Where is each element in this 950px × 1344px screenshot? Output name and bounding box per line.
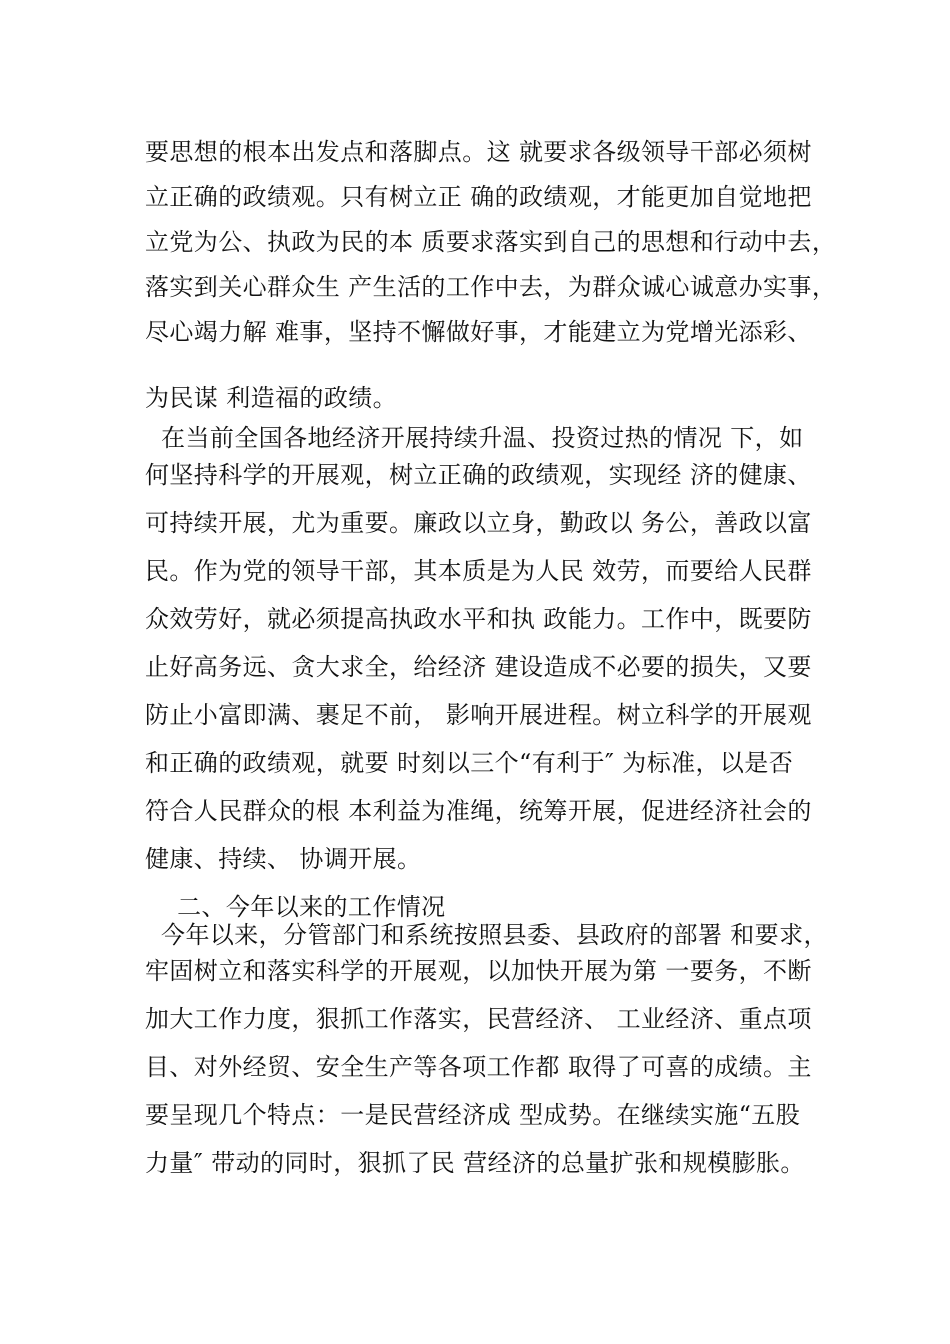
text-line: 健康、持续、 协调开展。	[145, 845, 422, 873]
text-line: 和正确的政绩观，就要 时刻以三个“有利于″ 为标准，以是否	[145, 749, 794, 777]
text-line: 为民谋 利造福的政绩。	[145, 384, 398, 412]
text-line: 防止小富即满、裹足不前， 影响开展进程。树立科学的开展观	[145, 701, 812, 729]
text-line: 符合人民群众的根 本利益为准绳，统筹开展，促进经济社会的	[145, 797, 812, 825]
text-line: 立党为公、执政为民的本 质要求落实到自己的思想和行动中去，	[145, 228, 837, 256]
text-line: 在当前全国各地经济开展持续升温、投资过热的情况 下，如	[145, 424, 804, 452]
section-heading: 二、今年以来的工作情况	[145, 893, 446, 921]
text-line: 今年以来，分管部门和系统按照县委、县政府的部署 和要求，	[145, 921, 828, 949]
text-line: 落实到关心群众生 产生活的工作中去，为群众诚心诚意办实事，	[145, 273, 837, 301]
text-line: 止好高务远、贪大求全，给经济 建设造成不必要的损失，又要	[145, 653, 812, 681]
text-line: 目、对外经贸、安全生产等各项工作都 取得了可喜的成绩。主	[145, 1053, 812, 1081]
text-line: 要思想的根本出发点和落脚点。这 就要求各级领导干部必须树	[145, 138, 812, 166]
text-line: 民。作为党的领导干部，其本质是为人民 效劳，而要给人民群	[145, 557, 812, 585]
text-line: 众效劳好，就必须提高执政水平和执 政能力。工作中，既要防	[145, 605, 812, 633]
text-line: 牢固树立和落实科学的开展观，以加快开展为第 一要务，不断	[145, 957, 812, 985]
text-line: 尽心竭力解 难事，坚持不懈做好事，才能建立为党增光添彩、	[145, 318, 812, 346]
text-line: 力量″ 带动的同时，狠抓了民 营经济的总量扩张和规模膨胀。	[145, 1149, 805, 1177]
text-line: 要呈现几个特点：一是民营经济成 型成势。在继续实施“五股	[145, 1101, 801, 1129]
text-line: 可持续开展，尤为重要。廉政以立身，勤政以 务公，善政以富	[145, 509, 812, 537]
text-line: 何坚持科学的开展观，树立正确的政绩观，实现经 济的健康、	[145, 461, 812, 489]
text-line: 加大工作力度，狠抓工作落实，民营经济、 工业经济、重点项	[145, 1005, 812, 1033]
text-line: 立正确的政绩观。只有树立正 确的政绩观，才能更加自觉地把	[145, 183, 812, 211]
